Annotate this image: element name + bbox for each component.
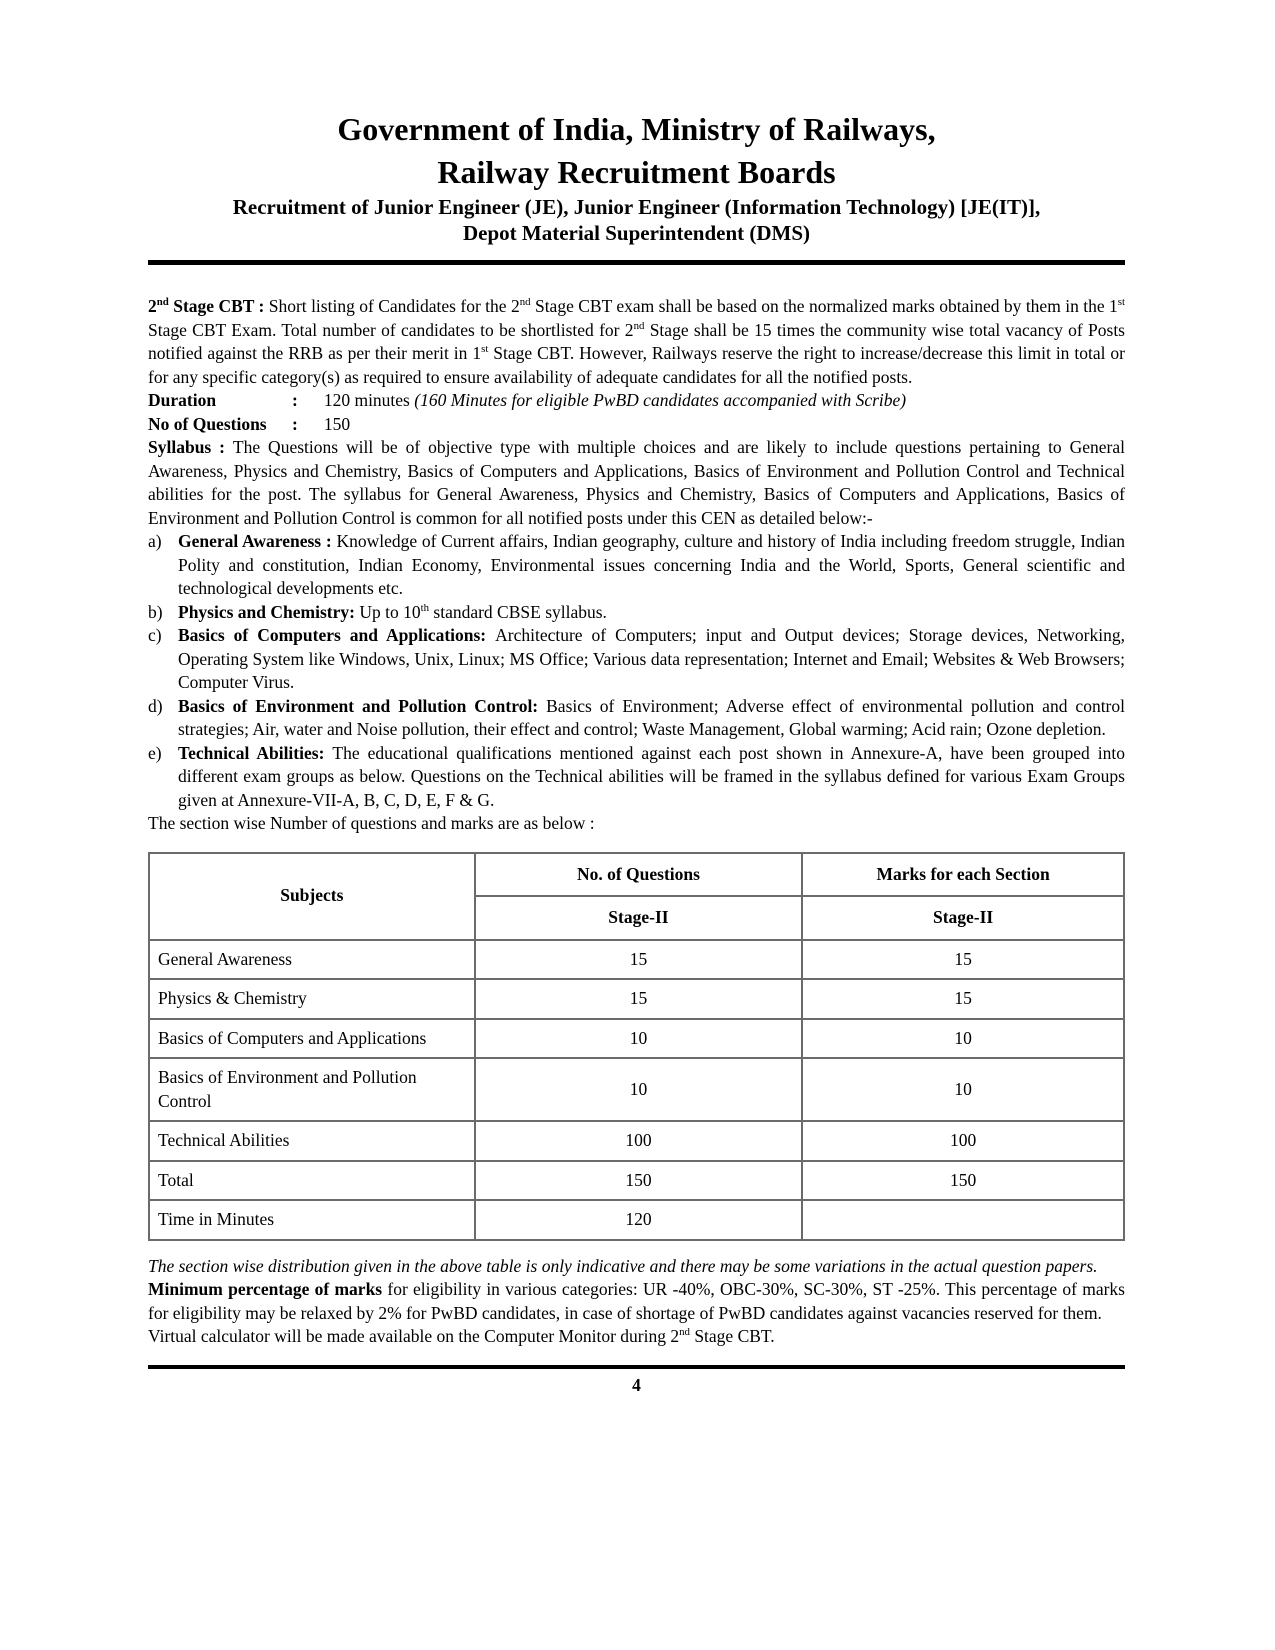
page-number: 4: [632, 1374, 641, 1395]
table-row: [149, 1019, 1124, 1059]
cell-subject: Physics & Chemistry: [149, 979, 475, 1019]
document-title-line2: Railway Recruitment Boards: [437, 154, 836, 190]
header-cell-questions: No. of Questions: [475, 853, 803, 897]
cell-subject: Basics of Environment and Pollution Control: [149, 1058, 475, 1121]
cell-marks: 150: [802, 1161, 1124, 1201]
document-subtitle-line1: Recruitment of Junior Engineer (JE), Junior Engineer (Information Technology) [JE(IT)],: [232, 195, 1041, 219]
syllabus-item-e: [148, 742, 1125, 813]
no-of-questions-label: No of Questions: [148, 413, 267, 434]
subheader-cell-stage2-marks: Stage-II: [802, 896, 1124, 940]
cell-subject: Total: [149, 1161, 475, 1201]
cell-marks: 15: [802, 940, 1124, 980]
cell-questions: 10: [475, 1058, 803, 1121]
syllabus-item-d: [148, 695, 1125, 742]
cell-subject: General Awareness: [149, 940, 475, 980]
syllabus-item-b: [148, 601, 1125, 625]
syllabus-item-a: [148, 530, 1125, 601]
duration-label: Duration: [148, 390, 217, 410]
no-of-questions-row: [148, 413, 1125, 437]
cell-questions: 150: [475, 1161, 803, 1201]
cell-questions: 120: [475, 1200, 803, 1240]
syllabus-item-c-text: Basics of Computers and Applications: Architecture of Computers; input and Output devices; Storage devices, Networking, Operating System like Windows, Unix, Linux; MS Office; Various data representation; Internet and Email; Websites & Web Browsers; Computer Virus.: [178, 625, 1125, 692]
table-intro: The section wise Number of questions and marks are as below :: [148, 813, 595, 833]
distribution-note: The section wise distribution given in the above table is only indicative and there may be some variations in the actual question papers.: [148, 1255, 1098, 1276]
syllabus-item-e-marker: e): [148, 742, 162, 763]
footer-divider: [148, 1365, 1125, 1369]
syllabus-item-b-marker: b): [148, 601, 163, 622]
no-of-questions-colon: :: [292, 413, 298, 434]
minimum-marks-paragraph: Minimum percentage of marks for eligibility in various categories: UR -40%, OBC-30%, SC-30%, ST -25%. This percentage of marks for eligibility may be relaxed by 2% for PwBD candidates, in case of shortage of PwBD candidates against vacancies reserved for them.: [148, 1279, 1125, 1323]
duration-row: [148, 389, 1125, 413]
cell-marks: 100: [802, 1121, 1124, 1161]
table-row: [149, 979, 1124, 1019]
marks-table: [148, 852, 1125, 1241]
no-of-questions-value: 150: [323, 413, 351, 434]
cell-questions: 15: [475, 979, 803, 1019]
virtual-calculator-note: Virtual calculator will be made available on the Computer Monitor during 2nd Stage CBT.: [148, 1326, 775, 1346]
table-row: [149, 1058, 1124, 1121]
syllabus-item-b-text: Physics and Chemistry: Up to 10th standard CBSE syllabus.: [178, 601, 607, 622]
cell-subject: Time in Minutes: [149, 1200, 475, 1240]
table-row: [149, 1161, 1124, 1201]
cell-marks: [802, 1200, 1124, 1240]
syllabus-paragraph: Syllabus : The Questions will be of objective type with multiple choices and are likely to include questions pertaining to General Awareness, Physics and Chemistry, Basics of Computers and Applications, Basics of Environment and Pollution Control and Technical abilities for the post. The syllabus for General Awareness, Physics and Chemistry, Basics of Computers and Applications, Basics of Environment and Pollution Control is common for all notified posts under this CEN as detailed below:-: [148, 437, 1125, 528]
cell-marks: 15: [802, 979, 1124, 1019]
header-cell-marks: Marks for each Section: [802, 853, 1124, 897]
syllabus-item-c: [148, 624, 1125, 695]
duration-value: 120 minutes (160 Minutes for eligible PwBD candidates accompanied with Scribe): [323, 390, 907, 410]
syllabus-item-d-marker: d): [148, 695, 163, 716]
table-row: [149, 940, 1124, 980]
subheader-cell-stage2-questions: Stage-II: [475, 896, 803, 940]
table-row: [149, 1121, 1124, 1161]
syllabus-item-d-text: Basics of Environment and Pollution Control: Basics of Environment; Adverse effect of environmental pollution and control strategies; Air, water and Noise pollution, their effect and control; Waste Management, Global warming; Acid rain; Ozone depletion.: [178, 695, 1125, 739]
document-subtitle-line2: Depot Material Superintendent (DMS): [462, 221, 811, 245]
cell-marks: 10: [802, 1058, 1124, 1121]
cell-questions: 15: [475, 940, 803, 980]
document-title-line1: Government of India, Ministry of Railways,: [337, 111, 936, 147]
cell-questions: 100: [475, 1121, 803, 1161]
syllabus-item-a-text: General Awareness : Knowledge of Current affairs, Indian geography, culture and history of India including freedom struggle, Indian Polity and constitution, Indian Economy, Environmental issues concerning India and the World, Sports, General scientific and technological developments etc.: [178, 531, 1126, 598]
table-row: [149, 1200, 1124, 1240]
cell-subject: Basics of Computers and Applications: [149, 1019, 475, 1059]
table-header-row: [149, 853, 1124, 897]
cell-subject: Technical Abilities: [149, 1121, 475, 1161]
header-divider: [148, 260, 1125, 265]
cell-marks: 10: [802, 1019, 1124, 1059]
cell-questions: 10: [475, 1019, 803, 1059]
syllabus-item-c-marker: c): [148, 625, 162, 645]
stage-cbt-paragraph: 2nd Stage CBT : Short listing of Candidates for the 2nd Stage CBT exam shall be based on the normalized marks obtained by them in the 1st Stage CBT Exam. Total number of candidates to be shortlisted for 2nd Stage shall be 15 times the community wise total vacancy of Posts notified against the RRB as per their merit in 1st Stage CBT. However, Railways reserve the right to increase/decrease this limit in total or for any specific category(s) as required to ensure availability of adequate candidates for all the notified posts.: [148, 296, 1125, 387]
syllabus-item-a-marker: a): [148, 531, 162, 551]
syllabus-item-e-text: Technical Abilities: The educational qualifications mentioned against each post shown in Annexure-A, have been grouped into different exam groups as below. Questions on the Technical abilities will be framed in the syllabus defined for various Exam Groups given at Annexure-VII-A, B, C, D, E, F & G.: [178, 742, 1125, 810]
duration-colon: :: [292, 390, 298, 410]
header-cell-subjects: Subjects: [149, 853, 475, 940]
